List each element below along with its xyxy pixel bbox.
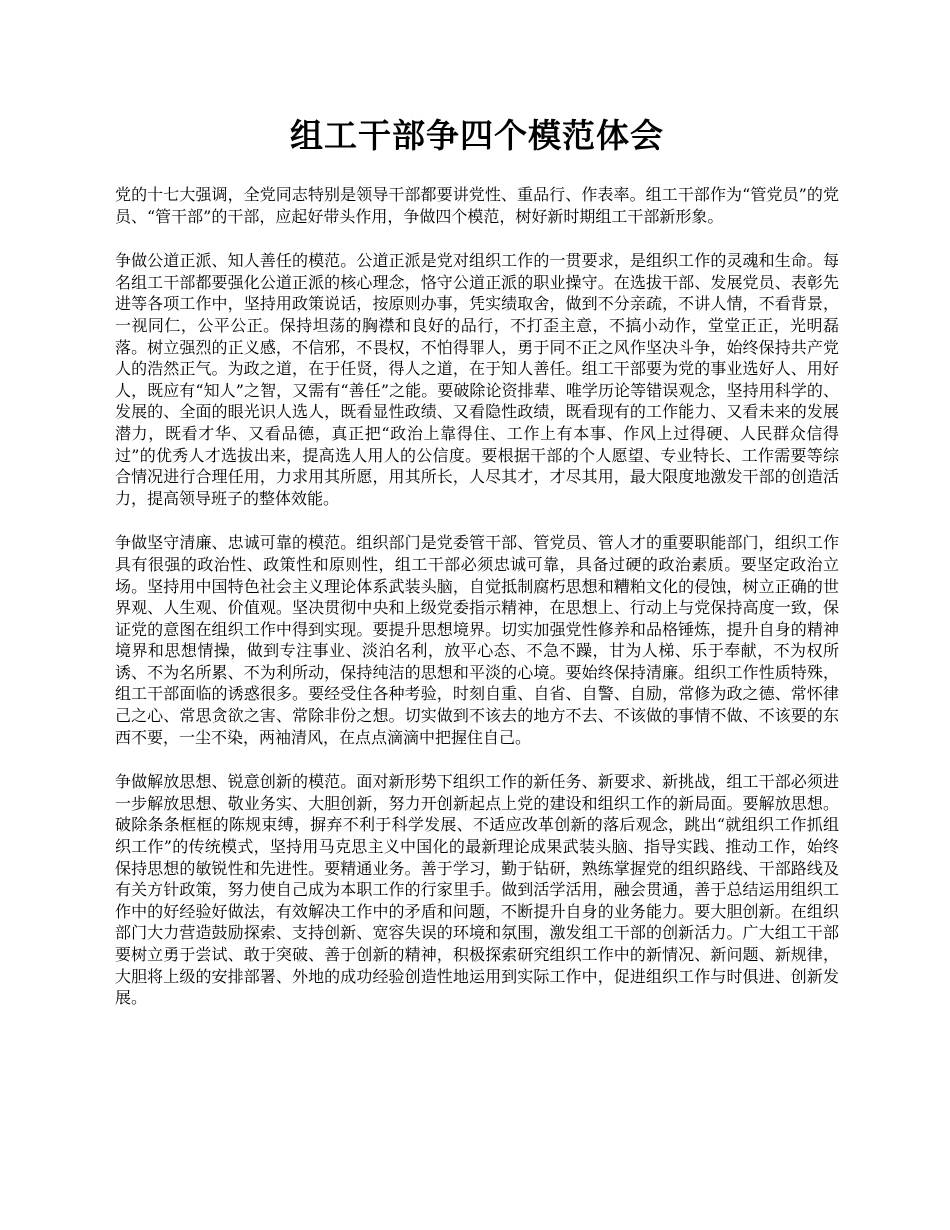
document-title: 组工干部争四个模范体会 <box>290 116 664 155</box>
model-fair-paragraph: 争做公道正派、知人善任的模范。公道正派是党对组织工作的一贯要求，是组织工作的灵魂和生命。每名组工干部都要强化公道正派的核心理念，恪守公道正派的职业操守。在选拔干部、发展党员、表彰先进等各项工作中，坚持用政策说话，按原则办事，凭实绩取舍，做到不分亲疏，不讲人情，不看背景，一视同仁，公平公正。保持坦荡的胸襟和良好的品行，不打歪主意，不搞小动作，堂堂正正，光明磊落。树立强烈的正义感，不信邪，不畏权，不怕得罪人，勇于同不正之风作坚决斗争，始终保持共产党人的浩然正气。为政之道，在于任贤，得人之道，在于知人善任。组工干部要为党的事业选好人、用好人，既应有“知人”之智，又需有“善任”之能。要破除论资排辈、唯学历论等错误观念，坚持用科学的、发展的、全面的眼光识人选人，既看显性政绩、又看隐性政绩，既看现有的工作能力、又看未来的发展潜力，既看才华、又看品德，真正把“政治上靠得住、工作上有本事、作风上过得硬、人民群众信得过”的优秀人才选拔出来，提高选人用人的公信度。要根据干部的个人愿望、专业特长、工作需要等综合情况进行合理任用，力求用其所愿，用其所长，人尽其才，才尽其用，最大限度地激发干部的创造活力，提高领导班子的整体效能。 <box>115 251 839 508</box>
document-page <box>115 112 839 1032</box>
model-innovation-paragraph: 争做解放思想、锐意创新的模范。面对新形势下组织工作的新任务、新要求、新挑战，组工干部必须进一步解放思想、敬业务实、大胆创新，努力开创新起点上党的建设和组织工作的新局面。要解放思想。破除条条框框的陈规束缚，摒弃不利于科学发展、不适应改革创新的落后观念，跳出“就组织工作抓组织工作”的传统模式，坚持用马克思主义中国化的最新理论成果武装头脑、指导实践、推动工作，始终保持思想的敏锐性和先进性。要精通业务。善于学习，勤于钻研，熟练掌握党的组织路线、干部路线及有关方针政策，努力使自己成为本职工作的行家里手。做到活学活用，融会贯通，善于总结运用组织工作中的好经验好做法，有效解决工作中的矛盾和问题，不断提升自身的业务能力。要大胆创新。在组织部门大力营造鼓励探索、支持创新、宽容失误的环境和氛围，激发组工干部的创新活力。广大组工干部要树立勇于尝试、敢于突破、善于创新的精神，积极探索研究组织工作中的新情况、新问题、新规律，大胆将上级的安排部署、外地的成功经验创造性地运用到实际工作中，促进组织工作与时俱进、创新发展。 <box>115 772 839 1008</box>
model-integrity-paragraph: 争做坚守清廉、忠诚可靠的模范。组织部门是党委管干部、管党员、管人才的重要职能部门，组织工作具有很强的政治性、政策性和原则性，组工干部必须忠诚可靠，具备过硬的政治素质。要坚定政治立场。坚持用中国特色社会主义理论体系武装头脑，自觉抵制腐朽思想和糟粕文化的侵蚀，树立正确的世界观、人生观、价值观。坚决贯彻中央和上级党委指示精神，在思想上、行动上与党保持高度一致，保证党的意图在组织工作中得到实现。要提升思想境界。切实加强党性修养和品格锤炼，提升自身的精神境界和思想情操，做到专注事业、淡泊名利，放平心态、不急不躁，甘为人梯、乐于奉献，不为权所诱、不为名所累、不为利所动，保持纯洁的思想和平淡的心境。要始终保持清廉。组织工作性质特殊，组工干部面临的诱惑很多。要经受住各种考验，时刻自重、自省、自警、自励，常修为政之德、常怀律己之心、常思贪欲之害、常除非份之想。切实做到不该去的地方不去、不该做的事情不做、不该要的东西不要，一尘不染，两袖清风，在点点滴滴中把握住自己。 <box>115 533 839 747</box>
intro-paragraph: 党的十七大强调，全党同志特别是领导干部都要讲党性、重品行、作表率。组工干部作为“管党员”的党员、“管干部”的干部，应起好带头作用，争做四个模范，树好新时期组工干部新形象。 <box>115 185 839 226</box>
